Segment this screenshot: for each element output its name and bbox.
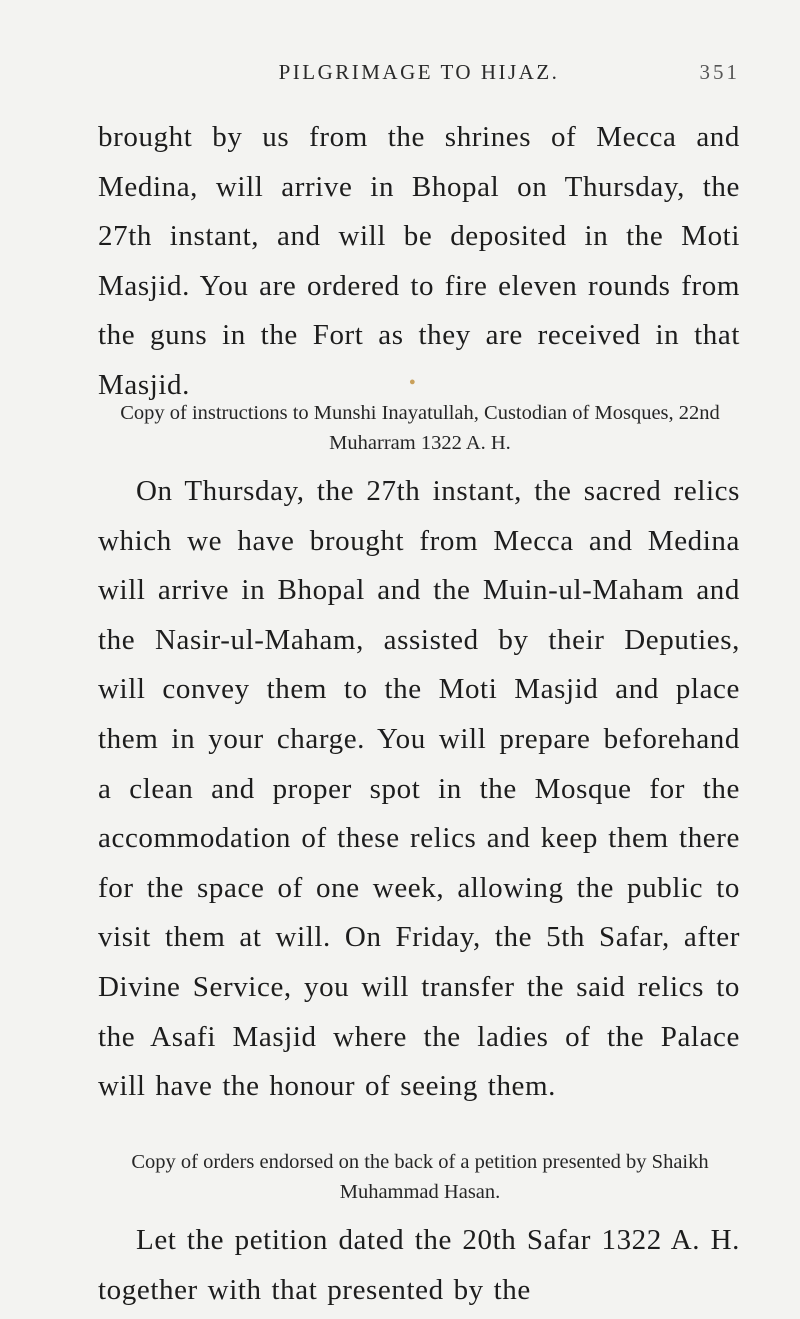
section-heading-instructions (118, 398, 722, 458)
paragraph-3: Let the petition dated the 20th Safar 1322 A. H. together with that presented by the (98, 1224, 740, 1306)
running-head (98, 60, 740, 90)
paragraph-2: On Thursday, the 27th instant, the sacred relics which we have brought from Mecca and Medina will arrive in Bhopal and the Muin-ul-Maham and the Nasir-ul-Maham, assisted by their Deputies, will convey them to the Moti Masjid and place them in your charge. You will prepare beforehand a clean and proper spot in the Mosque for the accommodation of these relics and keep them there for the space of one week, allowing the public to visit them at will. On Friday, the 5th Safar, after Divine Service, you will transfer the said relics to the Asafi Masjid where the ladies of the Palace will have the honour of seeing them. (98, 475, 740, 1103)
paragraph-orders-body (98, 1216, 740, 1315)
ink-speck-ornament: ● (409, 376, 416, 388)
section-heading-orders (118, 1147, 722, 1207)
paragraph-continuation (98, 113, 740, 411)
heading-orders: Copy of orders endorsed on the back of a petition presented by Shaikh Muhammad Hasan. (131, 1151, 709, 1203)
page-number: 351 (699, 60, 740, 84)
heading-instructions: Copy of instructions to Munshi Inayatullah, Custodian of Mosques, 22nd Muharram 1322 A. H. (120, 402, 720, 454)
paragraph-instructions-body (98, 467, 740, 1112)
running-title: PILGRIMAGE TO HIJAZ. (278, 60, 560, 84)
paragraph-1: brought by us from the shrines of Mecca and Medina, will arrive in Bhopal on Thursday, the 27th instant, and will be deposited in the Moti Masjid. You are ordered to fire eleven rounds from the guns in the Fort as they are received in that Masjid. (98, 121, 740, 401)
